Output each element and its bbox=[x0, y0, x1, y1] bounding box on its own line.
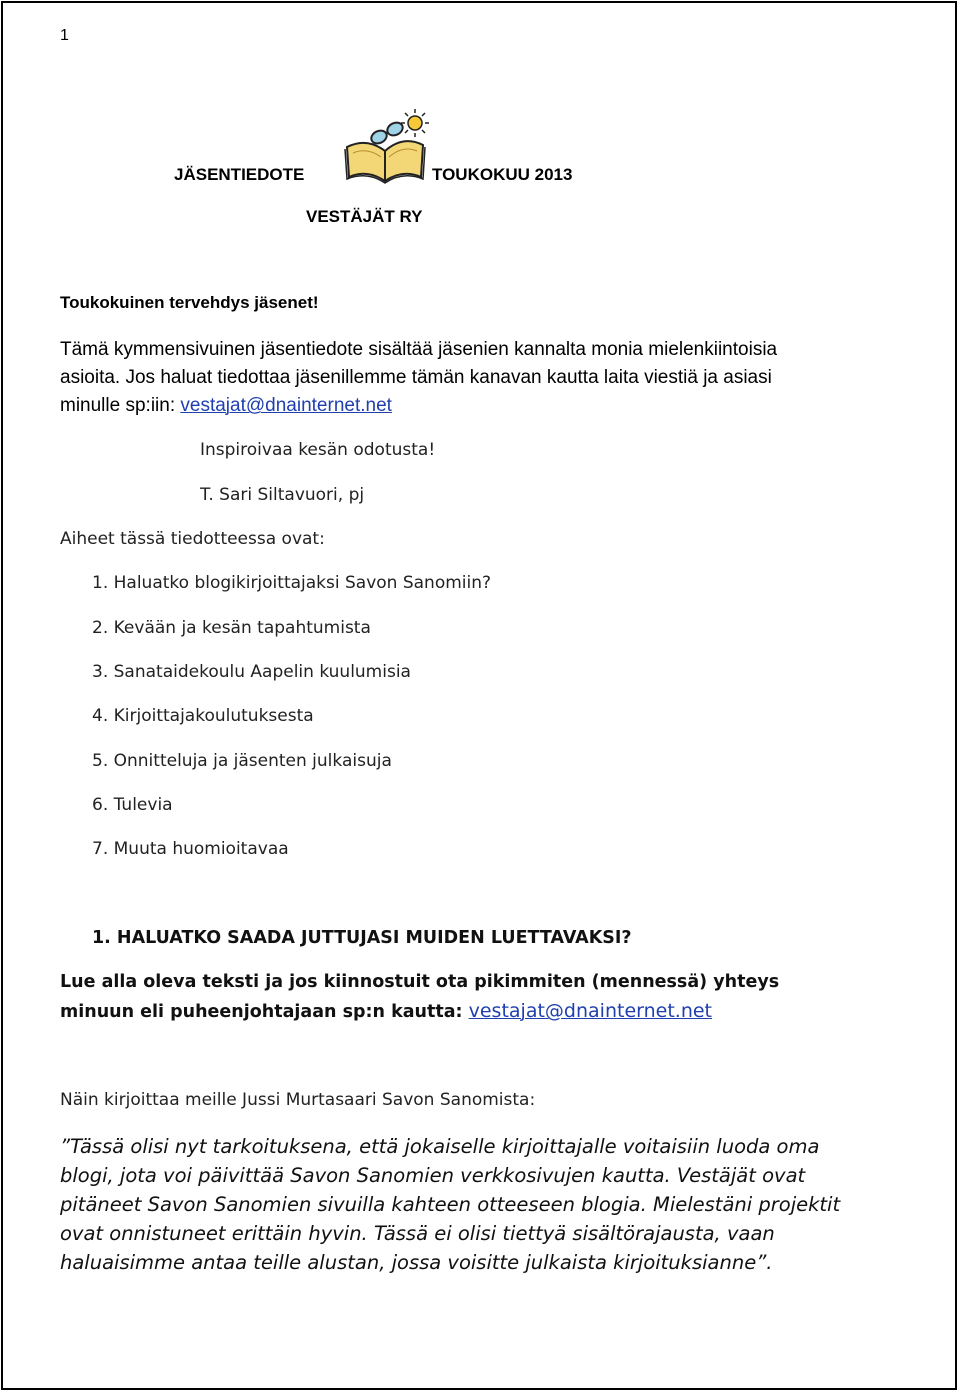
signoff-line-1: Inspiroivaa kesän odotusta! bbox=[200, 440, 436, 460]
greeting: Toukokuinen tervehdys jäsenet! bbox=[60, 293, 319, 312]
toc-heading: Aiheet tässä tiedotteessa ovat: bbox=[60, 529, 325, 549]
toc-item-2: 2. Kevään ja kesän tapahtumista bbox=[92, 618, 371, 638]
quote-line-1: ”Tässä olisi nyt tarkoituksena, että jokaiselle kirjoittajalle voitaisiin luoda oma bbox=[60, 1135, 820, 1158]
quote-line-4: ovat onnistuneet erittäin hyvin. Tässä ei olisi tiettyä sisältörajausta, vaan bbox=[60, 1222, 775, 1245]
quote-line-3: pitäneet Savon Sanomien sivuilla kahteen otteeseen blogia. Mielestäni projektit bbox=[60, 1193, 841, 1216]
toc-item-7: 7. Muuta huomioitavaa bbox=[92, 839, 289, 859]
header-organization: VESTÄJÄT RY bbox=[306, 207, 423, 226]
section-1-heading: 1. HALUATKO SAADA JUTTUJASI MUIDEN LUETTAVAKSI? bbox=[92, 928, 632, 948]
toc-item-6: 6. Tulevia bbox=[92, 795, 173, 815]
email-link[interactable]: vestajat@dnainternet.net bbox=[468, 1000, 713, 1022]
signoff-line-2: T. Sari Siltavuori, pj bbox=[200, 485, 365, 505]
toc-item-5: 5. Onnitteluja ja jäsenten julkaisuja bbox=[92, 751, 392, 771]
toc-item-3: 3. Sanataidekoulu Aapelin kuulumisia bbox=[92, 662, 411, 682]
header-title: JÄSENTIEDOTE bbox=[174, 165, 305, 184]
document-page bbox=[1, 1, 957, 1390]
page-number: 1 bbox=[60, 27, 69, 44]
section-1-lead-2 bbox=[60, 1000, 712, 1022]
intro-line-1: Tämä kymmensivuinen jäsentiedote sisältää jäsenien kannalta monia mielenkiintoisia bbox=[60, 339, 778, 360]
email-link[interactable]: vestajat@dnainternet.net bbox=[180, 395, 392, 416]
intro-line-3 bbox=[60, 395, 392, 417]
section-1-intro: Näin kirjoittaa meille Jussi Murtasaari Savon Sanomista: bbox=[60, 1090, 536, 1110]
quote-line-2: blogi, jota voi päivittää Savon Sanomien verkkosivujen kautta. Vestäjät ovat bbox=[60, 1164, 806, 1187]
toc-item-4: 4. Kirjoittajakoulutuksesta bbox=[92, 706, 314, 726]
intro-line-3-text: minulle sp:iin: bbox=[60, 395, 181, 416]
intro-line-2: asioita. Jos haluat tiedottaa jäsenillemme tämän kanavan kautta laita viestiä ja asiasi bbox=[60, 367, 772, 388]
open-book-with-glasses-and-sun-icon bbox=[341, 107, 437, 185]
section-1-lead-2-text: minuun eli puheenjohtajaan sp:n kautta: bbox=[60, 1002, 469, 1022]
quote-line-5: haluaisimme antaa teille alustan, jossa voisitte julkaista kirjoituksianne”. bbox=[60, 1251, 773, 1274]
section-1-lead-1: Lue alla oleva teksti ja jos kiinnostuit ota pikimmiten (mennessä) yhteys bbox=[60, 972, 780, 992]
toc-item-1: 1. Haluatko blogikirjoittajaksi Savon Sanomiin? bbox=[92, 573, 492, 593]
header-date: TOUKOKUU 2013 bbox=[432, 165, 573, 184]
